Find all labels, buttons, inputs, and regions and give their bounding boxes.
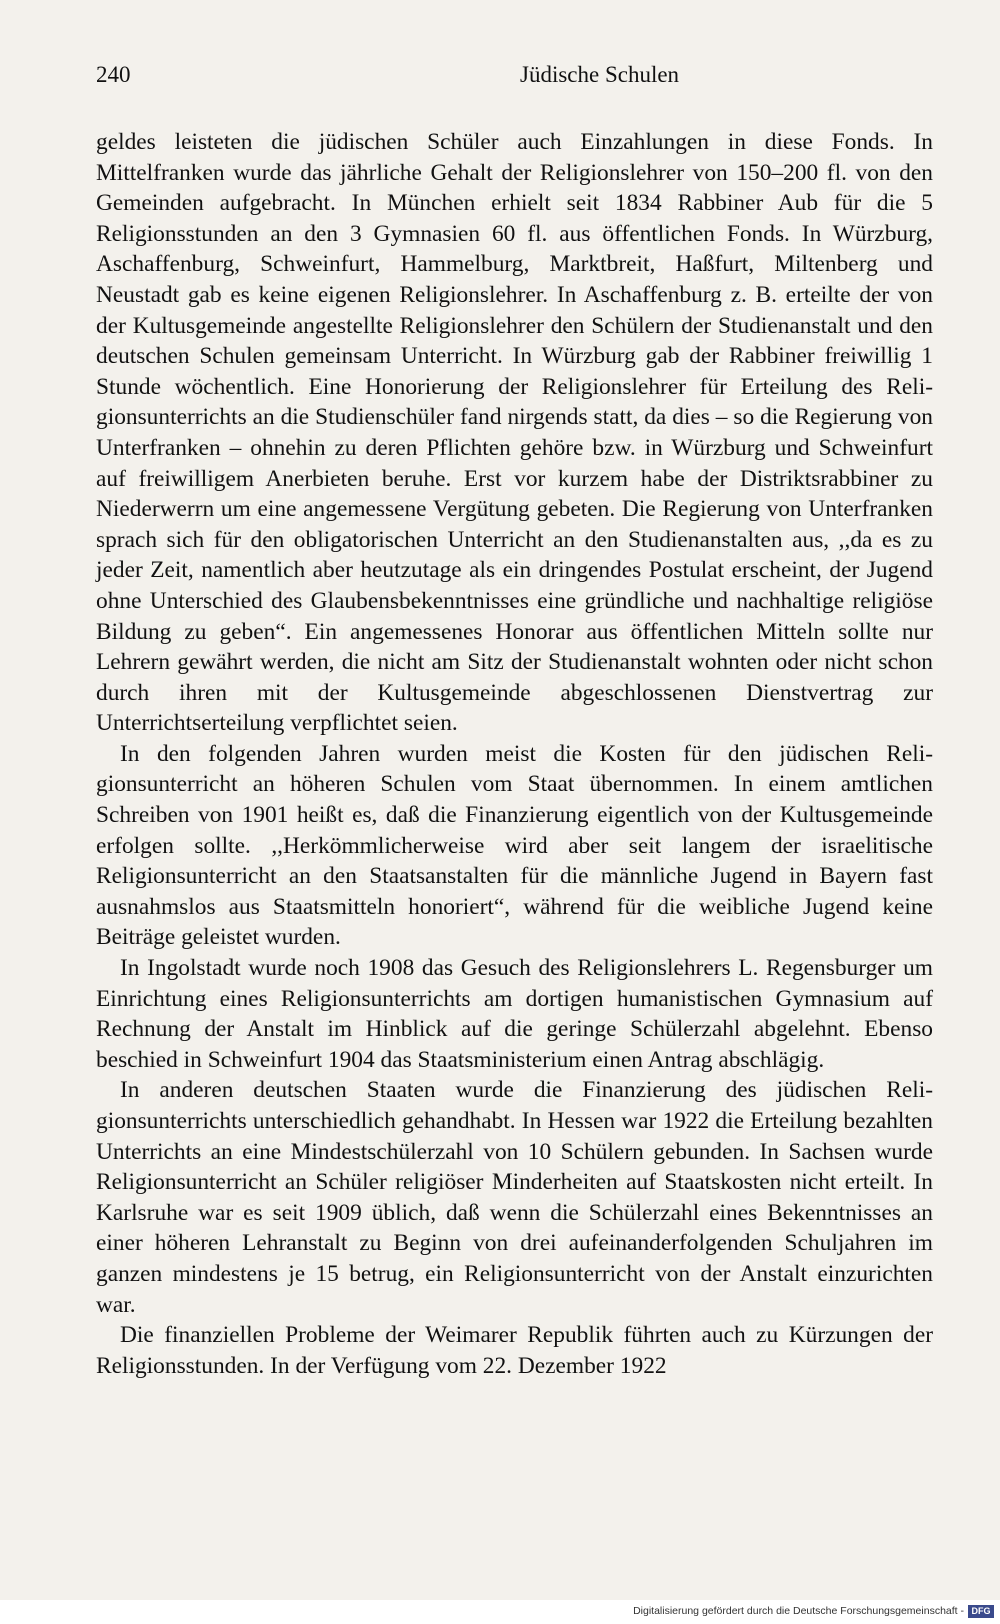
running-title: Jüdische Schulen (520, 62, 680, 87)
paragraph-3: In Ingolstadt wurde noch 1908 das Gesuch des Religionslehrers L. Regensburger um Einrichtung eines Religionsunterrichts am dortigen humanistischen Gymnasium auf Rechnung der Anstalt im Hinblick auf die geringe Schülerzahl abgelehnt. Ebenso beschied in Schweinfurt 1904 das Staatsministerium einen Antrag abschlägig. (96, 955, 933, 1073)
paragraph-5: Die finanziellen Probleme der Weimarer Republik führten auch zu Kürzungen der Religionsstunden. In der Verfügung vom 22. Dezember 1922 (96, 1322, 933, 1379)
digitization-footer (0, 1600, 1000, 1624)
paragraph-4: In anderen deutschen Staaten wurde die Finanzierung des jüdischen Religionsunterrichts unterschiedlich gehandhabt. In Hessen war 1922 die Erteilung bezahlten Unterrichts an eine Mindestschülerzahl von 10 Schülern gebunden. In Sachsen wurde Religionsunterricht an Schüler religiöser Minderheiten auf Staatskosten nicht erteilt. In Karlsruhe war es seit 1909 üblich, daß wenn die Schülerzahl eines Bekenntnisses an einer höheren Lehranstalt zu Beginn von drei aufeinanderfolgenden Schuljahren im ganzen mindestens je 15 betrug, ein Religionsunterricht von der Anstalt einzurichten war. (96, 1077, 933, 1318)
body-text (96, 127, 933, 1381)
paragraph-1: geldes leisteten die jüdischen Schüler auch Einzahlungen in diese Fonds. In Mittelfranken wurde das jährliche Gehalt der Religionslehrer von 150–200 fl. von den Gemeinden aufgebracht. In München erhielt seit 1834 Rabbiner Aub für die 5 Religionsstunden an den 3 Gymnasien 60 fl. aus öffentlichen Fonds. In Würzburg, Aschaffenburg, Schweinfurt, Hammelburg, Marktbreit, Haßfurt, Miltenberg und Neustadt gab es keine eigenen Religionslehrer. In Aschaffenburg z. B. erteilte der von der Kultusgemeinde angestellte Religionslehrer den Schülern der Studienanstalt und den deutschen Schulen gemeinsam Unterricht. In Würzburg gab der Rabbiner freiwillig 1 Stunde wöchentlich. Eine Honorierung der Religionslehrer für Erteilung des Religionsunterrichts an die Studienschüler fand nirgends statt, da dies – so die Regierung von Unterfranken – ohnehin zu deren Pflichten gehöre bzw. in Würzburg und Schweinfurt auf freiwilligem Anerbieten beruhe. Erst vor kurzem habe der Distriktsrabbiner zu Niederwerrn um eine angemessene Vergütung gebeten. Die Regierung von Unterfranken sprach sich für den obligatorischen Unterricht an den Studienanstalten aus, ,,da es zu jeder Zeit, namentlich aber heutzutage als ein dringendes Postulat erscheint, der Jugend ohne Unterschied des Glaubensbekenntnisses eine gründliche und nachhaltige religiöse Bildung zu geben“. Ein angemessenes Honorar aus öffentlichen Mitteln sollte nur Lehrern gewährt werden, die nicht am Sitz der Studienanstalt wohnten oder nicht schon durch ihren mit der Kultusgemeinde abgeschlossenen Dienstvertrag zur Unterrichtserteilung verpflichtet seien. (96, 129, 933, 737)
running-header (96, 62, 906, 96)
funding-credit: Digitalisierung gefördert durch die Deutsche Forschungsgemeinschaft - (633, 1605, 964, 1617)
paragraph-2: In den folgenden Jahren wurden meist die Kosten für den jüdischen Religionsunterricht an höheren Schulen vom Staat übernommen. In einem amtlichen Schreiben von 1901 heißt es, daß die Finanzierung eigentlich von der Kultusgemeinde erfolgen sollte. ,,Herkömmlicherweise wird aber seit langem der israelitische Religionsunterricht an den Staatsanstalten für die männliche Jugend in Bayern fast ausnahmslos aus Staatsmitteln honoriert“, während für die weibliche Jugend keine Beiträge geleistet wurden. (96, 740, 933, 951)
page-number: 240 (96, 62, 131, 87)
dfg-logo: DFG (968, 1605, 994, 1618)
